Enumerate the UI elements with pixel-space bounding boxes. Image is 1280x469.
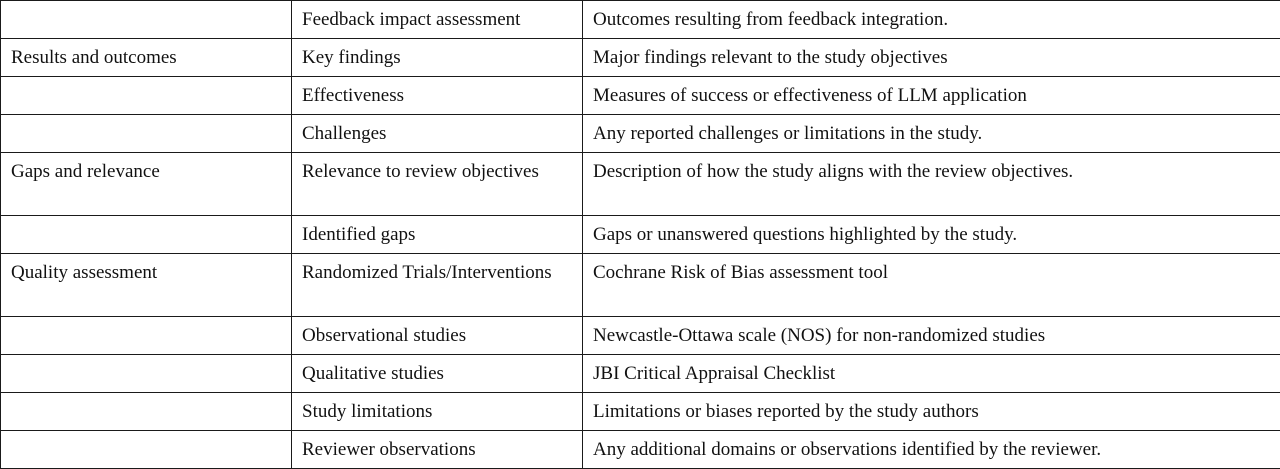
table-row [1,431,1280,469]
table-row [1,39,1280,77]
category-cell [1,1,292,39]
category-cell [1,431,292,469]
category-cell: Quality assessment [1,254,292,317]
description-cell: Newcastle-Ottawa scale (NOS) for non-randomized studies [583,317,1280,355]
category-cell [1,393,292,431]
description-cell: JBI Critical Appraisal Checklist [583,355,1280,393]
item-cell: Study limitations [292,393,583,431]
description-cell: Limitations or biases reported by the study authors [583,393,1280,431]
table-row [1,153,1280,216]
item-cell: Reviewer observations [292,431,583,469]
table-row [1,254,1280,317]
table-row [1,1,1280,39]
category-cell [1,216,292,254]
category-cell: Gaps and relevance [1,153,292,216]
category-cell [1,355,292,393]
category-cell: Results and outcomes [1,39,292,77]
description-cell: Measures of success or effectiveness of LLM application [583,77,1280,115]
description-cell: Any additional domains or observations identified by the reviewer. [583,431,1280,469]
item-cell: Feedback impact assessment [292,1,583,39]
item-cell: Observational studies [292,317,583,355]
table-row [1,355,1280,393]
description-cell: Gaps or unanswered questions highlighted by the study. [583,216,1280,254]
item-cell: Challenges [292,115,583,153]
table-row [1,77,1280,115]
category-cell [1,77,292,115]
item-cell: Effectiveness [292,77,583,115]
item-cell: Identified gaps [292,216,583,254]
table-row [1,216,1280,254]
description-cell: Cochrane Risk of Bias assessment tool [583,254,1280,317]
item-cell: Relevance to review objectives [292,153,583,216]
category-cell [1,115,292,153]
category-cell [1,317,292,355]
description-cell: Description of how the study aligns with the review objectives. [583,153,1280,216]
item-cell: Key findings [292,39,583,77]
description-cell: Major findings relevant to the study objectives [583,39,1280,77]
item-cell: Qualitative studies [292,355,583,393]
description-cell: Outcomes resulting from feedback integration. [583,1,1280,39]
table-row [1,317,1280,355]
item-cell: Randomized Trials/Interventions [292,254,583,317]
table-row [1,393,1280,431]
table-row [1,115,1280,153]
description-cell: Any reported challenges or limitations in the study. [583,115,1280,153]
